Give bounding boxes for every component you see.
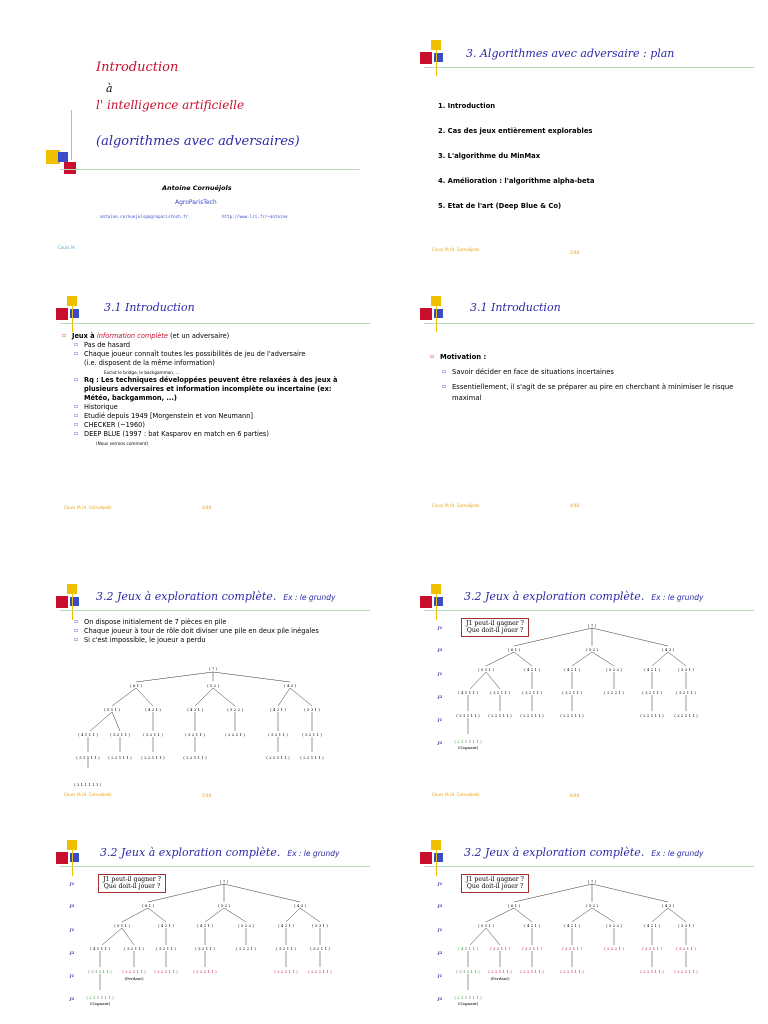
tree-node-losing: ( 2 2 1 1 1 ) [308,969,332,974]
tree-node: ( 2 2 1 1 1 ) [183,755,207,760]
slide-title: 3.1 Introduction [104,301,195,314]
title-line-4: (algorithmes avec adversaires) [96,134,300,149]
email[interactable]: antoine.cornuejols@agroparistech.fr [100,214,189,219]
deco-square [56,308,68,320]
tree-node: ( 3 1 1 1 1 ) [456,713,480,718]
tree-node: ( 4 3 ) [283,683,297,688]
deco-line [436,296,437,332]
bullet-marker-icon: ▫ [74,376,79,384]
tree-node: ( 3 2 1 1 ) [642,690,662,695]
slide-title: 3.1 Introduction [470,301,561,314]
tree-node: ( 2 2 1 1 1 ) [640,713,664,718]
deco-line [424,67,754,68]
website[interactable]: http://www.lri.fr/~antoine [222,214,288,219]
ply-label: J2 [437,694,443,699]
tree-node: ( 2 2 2 1 ) [236,946,256,951]
tree-node: ( 4 2 1 ) [524,667,540,672]
tree-node: ( 3 1 1 1 1 ) [76,755,100,760]
tree-node: ( 3 2 1 1 ) [310,946,330,951]
plan-item: 4. Amélioration : l'algorithme alpha-beta [438,177,595,185]
ply-label: J2 [437,647,443,652]
title-line-2: à [106,82,113,95]
tree-node: ( 5 2 ) [217,903,231,908]
tree-node-losing: ( 2 2 1 1 1 ) [520,969,544,974]
tree-node: ( 3 2 1 1 ) [156,946,176,951]
tree-node: ( 4 2 1 ) [564,667,580,672]
title-line-3: l' intelligence artificielle [96,98,245,112]
bullet-item: ▫ CHECKER (~1960) [74,420,145,429]
page-number: 5/48 [202,793,211,798]
bullet-marker-icon: ▫ [442,367,447,375]
tree-node: ( 4 1 1 1 ) [458,690,478,695]
bullet-marker-icon: ▫ [430,353,435,360]
slide-title: 3. Algorithmes avec adversaire : plan [466,47,675,60]
tree-node-losing: ( 2 2 1 1 1 ) [674,969,698,974]
ply-label: J1 [437,625,443,630]
deco-line [424,323,754,324]
ply-label: J2 [69,903,75,908]
tree-node: ( 4 2 1 ) [145,707,161,712]
tree-node: ( 3 2 1 1 ) [185,732,205,737]
footer: Cours IA (A. Cornuéjols) [432,503,480,508]
footer: Cours IA (A. Cornuéjols) [432,247,480,252]
game-tree [384,768,768,1024]
tree-node: ( 4 2 1 ) [197,923,213,928]
tree-node: ( 6 1 ) [129,683,143,688]
ply-label: J1 [437,881,443,886]
tree-node: ( 2 2 2 1 ) [604,690,624,695]
deco-square [64,162,76,174]
bullet-marker-icon: ▫ [74,349,79,357]
deco-line [60,323,370,324]
winner-label: (Gagnant) [457,1001,479,1006]
tree-node-winning: ( 2 1 1 1 1 1 ) [454,995,482,1000]
slide-title [0,0,384,256]
slide-grundy-tree-2 [0,768,384,1024]
tree-node-losing: ( 3 2 1 1 ) [676,946,696,951]
tree-node: ( 2 2 1 1 1 ) [488,713,512,718]
tree-node-losing: ( 3 2 1 1 ) [522,946,542,951]
tree-node: ( 3 2 1 1 ) [302,732,322,737]
tree-node-losing: ( 3 2 1 1 ) [490,946,510,951]
footer: Cours IA (A. Cornuéjols) [64,792,112,797]
tree-node: ( 2 2 1 1 1 ) [108,755,132,760]
bullet-marker-icon: ▫ [442,382,447,390]
tree-node-winning: ( 2 1 1 1 1 1 ) [454,739,482,744]
bullet-item: ▫ DEEP BLUE (1997 : bat Kasparov en match en 6 parties) (Nous verrons comment) [74,429,269,446]
game-tree [0,512,384,768]
tree-node: ( 6 1 ) [507,903,521,908]
tree-node: ( 5 2 ) [585,647,599,652]
page-number: 4/48 [570,503,579,508]
tree-node-winning: ( 3 1 1 1 1 ) [88,969,112,974]
ply-label: J1 [437,671,443,676]
loser-label: (Perdant) [124,976,144,981]
plan-item: 5. Etat de l'art (Deep Blue & Co) [438,202,562,210]
bullet-list [62,332,352,448]
bullet-list [430,352,740,404]
question-box: J1 peut-il gagner ? Que doit-il jouer ? [461,874,529,893]
winner-label: (Gagnant) [457,745,479,750]
tree-node: ( 3 2 1 1 ) [195,946,215,951]
ply-label: J1 [69,881,75,886]
bullet-item: ▫ Chaque joueur connaît toutes les possibilités de jeu de l'adversaire (i.e. disposent de la même information) Exclut le bridge, le backgammon, ... [74,349,306,375]
plan-list [438,94,594,219]
winner-label: (Gagnant) [89,1001,111,1006]
ply-label: J1 [437,973,443,978]
bullet-marker-icon: ▫ [74,618,79,625]
tree-node: ( 3 2 1 1 ) [124,946,144,951]
tree-node: ( 3 3 1 ) [312,923,328,928]
tree-node: ( 2 2 1 1 1 ) [520,713,544,718]
plan-item: 1. Introduction [438,102,496,110]
tree-node-losing: ( 2 2 2 1 ) [604,946,624,951]
ply-label: J2 [437,903,443,908]
tree-node: ( 3 3 1 ) [678,923,694,928]
tree-node: ( 2 2 2 1 ) [225,732,245,737]
slide-title: 3.2 Jeux à exploration complète. Ex : le grundy [96,590,336,603]
bullet-item: ▫ Historique [74,403,118,412]
tree-node: ( 4 1 1 1 ) [78,732,98,737]
tree-node: ( 3 2 1 1 ) [676,690,696,695]
tree-node: ( 4 2 1 ) [564,923,580,928]
tree-node: ( 3 2 1 1 ) [268,732,288,737]
game-tree [0,768,384,1024]
tree-node: ( 3 2 1 1 ) [276,946,296,951]
tree-node: ( 2 2 1 1 1 ) [674,713,698,718]
tree-node: ( 7 ) [208,666,218,671]
ply-label: J1 [69,973,75,978]
page-number: 2/48 [570,250,579,255]
bullet-item: ▫ Pas de hasard [74,340,131,349]
loser-label: (Perdant) [490,976,510,981]
tree-node: ( 6 1 ) [507,647,521,652]
ply-label: J1 [69,927,75,932]
deco-square [58,152,68,162]
tree-node: ( 3 2 1 1 ) [110,732,130,737]
game-tree [384,512,768,768]
bullet-item: ▫ Chaque joueur à tour de rôle doit diviser une pile en deux pile inégales [74,626,319,635]
tree-node-losing: ( 3 2 1 1 ) [642,946,662,951]
tree-node: ( 3 2 1 1 ) [143,732,163,737]
deco-line [436,40,437,76]
page-number: 6/48 [570,793,579,798]
tree-node: ( 4 3 ) [661,903,675,908]
deco-square [420,308,432,320]
bullet-item: ▫ Si c'est impossible, le joueur a perdu [74,635,206,644]
tree-node: ( 7 ) [587,623,597,628]
tree-node: ( 6 1 ) [141,903,155,908]
tree-node: ( 3 2 2 ) [606,667,622,672]
slide-intro-2 [384,256,768,512]
tree-node: ( 3 3 1 ) [678,667,694,672]
tree-node-winning: ( 2 1 1 1 1 1 ) [86,995,114,1000]
tree-node: ( 2 2 1 1 1 ) [300,755,324,760]
ply-label: J1 [437,927,443,932]
tree-node: ( 4 2 1 ) [644,923,660,928]
tree-node-losing: ( 2 2 1 1 1 ) [274,969,298,974]
slide-grundy-rules [0,512,384,798]
tree-node-winning: ( 3 1 1 1 1 ) [456,969,480,974]
tree-node: ( 4 2 1 ) [158,923,174,928]
ply-label: J2 [437,950,443,955]
tree-node: ( 3 2 1 1 ) [522,690,542,695]
deco-line [71,110,72,160]
tree-node-winning: ( 4 1 1 1 ) [458,946,478,951]
slide-plan [384,0,768,256]
tree-node: ( 3 2 1 1 ) [490,690,510,695]
slide-grundy-tree-1 [384,512,768,798]
tree-node: ( 2 2 1 1 1 ) [141,755,165,760]
footer: Cours IA (A. Cornuéjols) [432,792,480,797]
slide-intro-1 [0,256,384,512]
tree-node: ( 5 2 ) [585,903,599,908]
page-number: 3/48 [202,505,211,510]
tree-node: ( 4 2 1 ) [270,707,286,712]
tree-node: ( 5 1 1 ) [478,667,494,672]
bullet-marker-icon: ▫ [62,332,67,339]
bullet-marker-icon: ▫ [74,429,79,437]
tree-node: ( 5 1 1 ) [104,707,120,712]
deco-line [72,296,73,332]
ply-label: J2 [69,950,75,955]
deco-line [60,169,360,170]
ply-label: J2 [437,996,443,1001]
tree-node-losing: ( 2 2 1 1 1 ) [488,969,512,974]
tree-node: ( 4 1 1 1 ) [90,946,110,951]
footer: Cours IA (A. Cornuéjols) [64,505,112,510]
slide-title: 3.2 Jeux à exploration complète. Ex : le grundy [464,846,704,859]
plan-item: 3. L'algorithme du MinMax [438,152,541,160]
tree-node-losing: ( 2 2 1 1 1 ) [122,969,146,974]
title-line-1: Introduction [96,60,179,75]
bullet-marker-icon: ▫ [74,412,79,420]
tree-node: ( 4 2 1 ) [278,923,294,928]
tree-node-losing: ( 2 2 1 1 1 ) [154,969,178,974]
bullet-marker-icon: ▫ [74,420,79,428]
ply-label: J2 [69,996,75,1001]
slide-title: 3.2 Jeux à exploration complète. Ex : le grundy [100,846,340,859]
tree-node: ( 3 2 1 1 ) [562,690,582,695]
plan-item: 2. Cas des jeux entièrement explorables [438,127,593,135]
tree-node: ( 4 2 1 ) [644,667,660,672]
tree-node: ( 5 1 1 ) [114,923,130,928]
bullet-item: ▫ Essentiellement, il s'agit de se préparer au pire en cherchant à minimiser le risque maximal [442,382,734,402]
tree-node-losing: ( 2 2 1 1 1 ) [560,969,584,974]
tree-node: ( 3 2 2 ) [227,707,243,712]
tree-node: ( 2 2 1 1 1 ) [560,713,584,718]
tree-node-losing: ( 2 2 1 1 1 ) [640,969,664,974]
question-box: J1 peut-il gagner ? Que doit-il jouer ? [461,618,529,637]
bullet-marker-icon: ▫ [74,403,79,411]
bullet-item: ▫ On dispose initialement de 7 pièces en pile [74,618,227,626]
question-box: J1 peut-il gagner ? Que doit-il jouer ? [98,874,166,893]
tree-node-losing: ( 3 2 1 1 ) [562,946,582,951]
bullet-item: ▫ Motivation : [430,353,487,361]
tree-leaf: ( 2 1 1 1 1 1 ) [74,782,102,787]
bullet-item: ▫ Savoir décider en face de situations incertaines [442,367,614,376]
bullet-item: ▫ Rq : Les techniques développées peuvent être relaxées à des jeux à plusieurs adversaires et information incomplète ou incertaine (ex: Météo, backgammon, ...) [74,376,338,403]
slide-title: 3.2 Jeux à exploration complète. Ex : le grundy [464,590,704,603]
tree-node: ( 5 2 ) [206,683,220,688]
ply-label: J2 [437,740,443,745]
bullet-item: ▫ Jeux à information complète (et un adversaire) [62,332,230,340]
tree-node: ( 4 3 ) [661,647,675,652]
bullet-marker-icon: ▫ [74,635,79,643]
footer: Cours IA [58,245,75,250]
tree-node: ( 2 2 1 1 1 ) [266,755,290,760]
author: Antoine Cornuéjols [162,184,232,192]
bullet-item: ▫ Etudié depuis 1949 [Morgenstein et von Neumann] [74,412,253,421]
tree-node: ( 5 1 1 ) [478,923,494,928]
tree-node-losing: ( 2 2 1 1 1 ) [193,969,217,974]
tree-node: ( 3 2 2 ) [238,923,254,928]
bullet-marker-icon: ▫ [74,340,79,348]
tree-node: ( 4 2 1 ) [524,923,540,928]
tree-node: ( 4 2 1 ) [187,707,203,712]
tree-node: ( 4 3 ) [293,903,307,908]
ply-label: J1 [437,717,443,722]
organisation: AgroParisTech [175,199,217,206]
tree-node: ( 3 3 1 ) [304,707,320,712]
deco-square [420,52,432,64]
tree-node: ( 3 2 2 ) [606,923,622,928]
tree-node: ( 7 ) [587,879,597,884]
bullet-marker-icon: ▫ [74,626,79,634]
tree-node: ( 7 ) [219,879,229,884]
slide-grundy-tree-3 [384,768,768,1024]
